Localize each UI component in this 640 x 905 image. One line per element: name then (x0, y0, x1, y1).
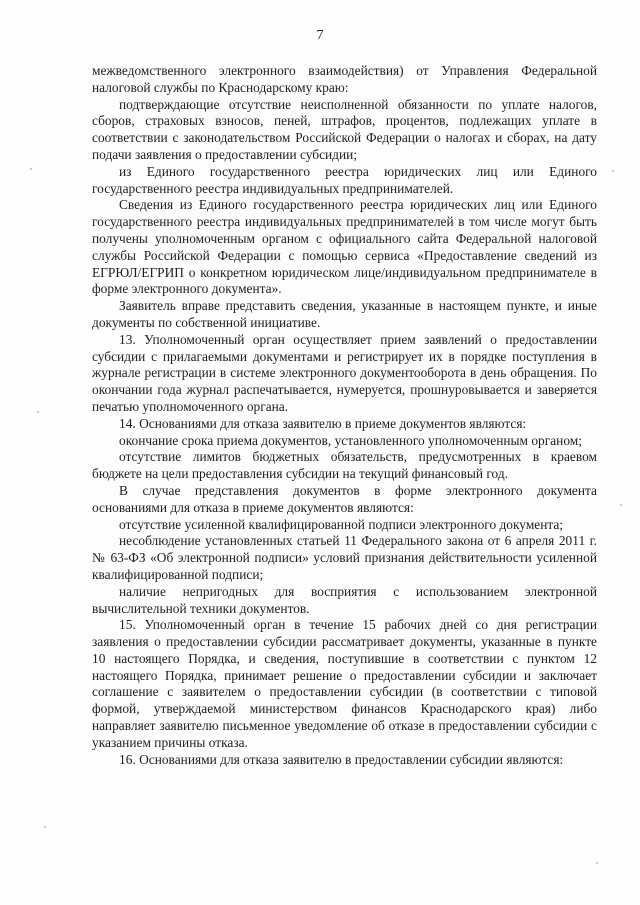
paragraph-unreadable-documents: наличие непригодных для восприятия с использованием электронной вычислительной техники документов. (92, 583, 597, 616)
scan-speck (620, 504, 622, 506)
paragraph-registry-extract: из Единого государственного реестра юридических лиц или Единого государственного реестра индивидуальных предпринимателей. (92, 163, 597, 196)
paragraph-no-budget-limits: отсутствие лимитов бюджетных обязательств, предусмотренных в краевом бюджете на цели предоставления субсидии на текущий финансовый год. (92, 449, 597, 482)
paragraph-signature-invalid: несоблюдение установленных статьей 11 Федерального закона от 6 апреля 2011 г. № 63-ФЗ «Об электронной подписи» условий признания действительности усиленной квалифицированной подписи; (92, 533, 597, 582)
scan-speck (596, 862, 598, 864)
paragraph-continuation: межведомственного электронного взаимодействия) от Управления Федеральной налоговой службы по Краснодарскому краю: (92, 63, 597, 95)
scan-speck (44, 826, 46, 828)
paragraph-electronic-grounds: В случае представления документов в форме электронного документа основаниями для отказа в приеме документов являются: (92, 482, 597, 515)
paragraph-deadline-expired: окончание срока приема документов, установленного уполномоченным органом; (119, 432, 582, 448)
body-text (92, 63, 597, 768)
scan-speck (37, 411, 39, 413)
scan-speck (612, 170, 614, 172)
paragraph-item-14: 14. Основаниями для отказа заявителю в приеме документов являются: (119, 415, 527, 431)
paragraph-tax-obligations: подтверждающие отсутствие неисполненной обязанности по уплате налогов, сборов, страховых взносов, пеней, штрафов, процентов, подлежащих уплате в соответствии с законодательством Российской Федерации о налогах и сборах, на дату подачи заявления о предоставлении субсидии; (92, 96, 597, 162)
paragraph-no-signature: отсутствие усиленной квалифицированной подписи электронного документа; (119, 516, 564, 532)
page-number: 7 (316, 28, 324, 43)
paragraph-item-16: 16. Основаниями для отказа заявителю в предоставлении субсидии являются: (119, 751, 564, 767)
paragraph-item-15: 15. Уполномоченный орган в течение 15 рабочих дней со дня регистрации заявления о предоставлении субсидии рассматривает документы, указанные в пункте 10 настоящего Порядка, и сведения, поступившие в соответствии с пунктом 12 настоящего Порядка, принимает решение о предоставлении субсидии и заключает соглашение с заявителем о предоставлении субсидии (в соответствии с типовой формой, утверждаемой министерством финансов Краснодарского края) либо направляет заявителю письменное уведомление об отказе в предоставлении субсидии с указанием причины отказа. (92, 617, 597, 750)
paragraph-item-13: 13. Уполномоченный орган осуществляет прием заявлений о предоставлении субсидии с прилагаемыми документами и регистрирует их в порядке поступления в журнале регистрации в системе электронного документооборота в день обращения. По окончании года журнал распечатывается, нумеруется, прошнуровывается и заверяется печатью уполномоченного органа. (92, 331, 597, 414)
paragraph-registry-website: Сведения из Единого государственного реестра юридических лиц или Единого государственного реестра индивидуальных предпринимателей в том числе могут быть получены уполномоченным органом с официального сайта Федеральной налоговой службы Российской Федерации с помощью сервиса «Предоставление сведений из ЕГРЮЛ/ЕГРИП о конкретном юридическом лице/индивидуальном предпринимателе в форме электронного документа». (92, 197, 597, 297)
paragraph-applicant-right: Заявитель вправе представить сведения, указанные в настоящем пункте, и иные документы по собственной инициативе. (92, 298, 597, 330)
scan-speck (30, 168, 32, 170)
